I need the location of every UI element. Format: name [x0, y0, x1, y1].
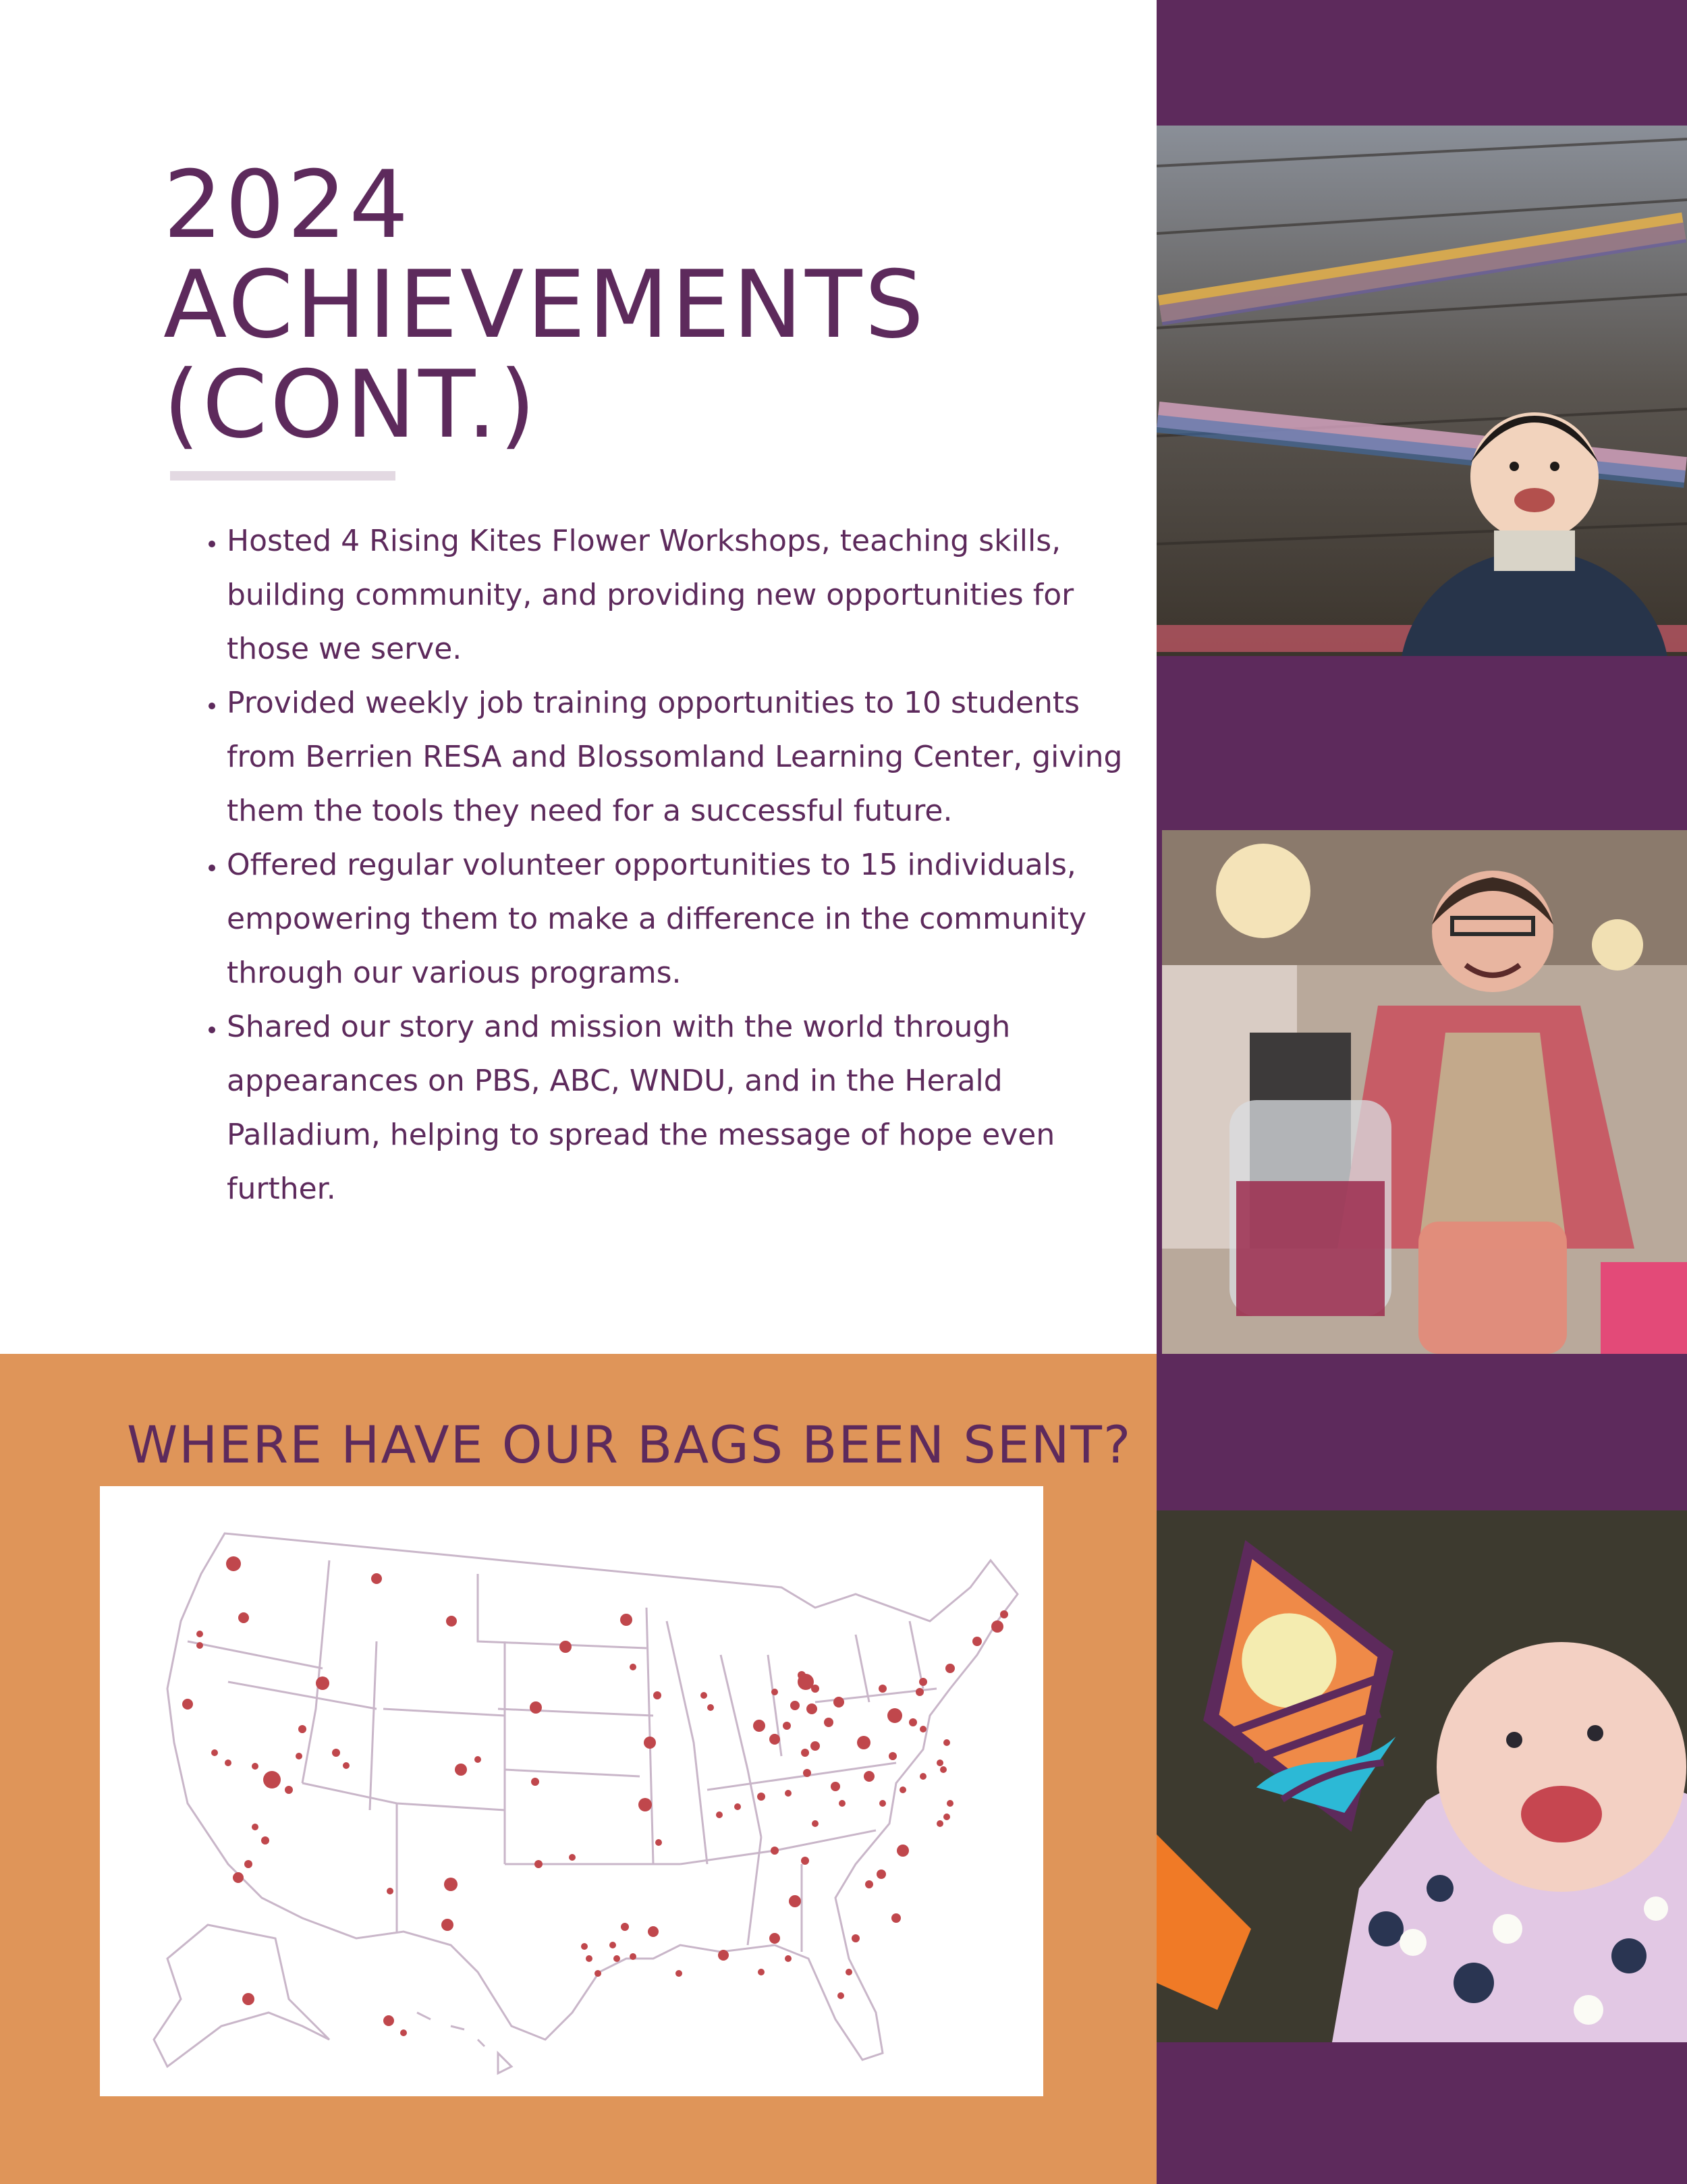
shipment-marker	[833, 1697, 844, 1708]
shipment-marker	[261, 1836, 269, 1845]
shipment-marker	[296, 1753, 302, 1759]
shipment-marker	[1000, 1610, 1008, 1618]
shipment-marker	[383, 2015, 394, 2026]
shipment-marker	[798, 1671, 806, 1679]
shipment-marker	[444, 1878, 458, 1891]
shipment-marker	[806, 1703, 817, 1714]
us-map-graphic	[100, 1486, 1043, 2096]
shipment-marker	[947, 1800, 953, 1807]
shipment-marker	[864, 1771, 875, 1782]
shipment-marker	[332, 1749, 340, 1757]
achievement-item: • Provided weekly job training opportunities to 10 students from Berrien RESA and Blossomland Learning Center, giving them the tools they need for a successful future.	[227, 676, 1124, 838]
shipment-marker	[801, 1857, 809, 1865]
shipment-marker	[455, 1764, 467, 1776]
shipment-marker	[803, 1769, 811, 1777]
shipment-marker	[707, 1704, 714, 1711]
shipment-markers	[182, 1556, 1008, 2036]
page-title	[163, 151, 1142, 459]
shipment-marker	[298, 1725, 306, 1733]
shipment-marker	[937, 1820, 943, 1827]
shipment-marker	[769, 1933, 780, 1944]
shipment-marker	[530, 1701, 542, 1714]
shipment-marker	[937, 1759, 943, 1766]
shipment-marker	[474, 1756, 481, 1763]
shipment-marker	[285, 1786, 293, 1794]
shipment-marker	[812, 1820, 819, 1827]
us-shipping-map	[100, 1486, 1043, 2096]
achievements-list	[189, 514, 1124, 1216]
shipment-marker	[586, 1955, 592, 1962]
shipment-marker	[242, 1993, 254, 2005]
shipment-marker	[244, 1860, 252, 1868]
shipment-marker	[531, 1778, 539, 1786]
shipment-marker	[675, 1970, 682, 1977]
shipment-marker	[753, 1720, 765, 1732]
shipment-marker	[877, 1869, 886, 1879]
shipment-marker	[769, 1734, 780, 1745]
shipment-marker	[211, 1749, 218, 1756]
shipment-marker	[196, 1631, 203, 1637]
shipment-marker	[613, 1955, 620, 1962]
shipment-marker	[900, 1786, 906, 1793]
shipment-marker	[887, 1708, 902, 1723]
shipment-marker	[569, 1854, 576, 1861]
shipment-marker	[919, 1678, 927, 1686]
shipment-marker	[810, 1741, 820, 1751]
shipment-marker	[940, 1766, 947, 1773]
shipment-marker	[343, 1762, 350, 1769]
shipment-marker	[387, 1888, 393, 1894]
shipment-marker	[718, 1950, 729, 1961]
page-title-line2: (CONT.)	[163, 350, 538, 459]
shipment-marker	[801, 1749, 809, 1757]
shipment-marker	[630, 1953, 636, 1960]
alaska-hawaii-outlines	[154, 1925, 511, 2073]
shipment-marker	[771, 1847, 779, 1855]
shipment-marker	[758, 1969, 765, 1975]
shipment-marker	[263, 1771, 281, 1789]
shipment-marker	[252, 1763, 258, 1770]
shipment-marker	[648, 1926, 659, 1937]
shipment-marker	[594, 1970, 601, 1977]
shipment-marker	[785, 1955, 792, 1962]
shipment-marker	[839, 1800, 846, 1807]
achievement-item: • Offered regular volunteer opportunities to 15 individuals, empowering them to make a difference in the community through our various programs.	[227, 838, 1124, 1000]
photo-young-man-serving-drinks	[1162, 830, 1687, 1354]
shipment-marker	[371, 1573, 382, 1584]
photo-child-with-streamers	[1157, 126, 1687, 656]
title-divider	[170, 471, 395, 481]
shipment-marker	[889, 1752, 897, 1760]
page-title-line1: 2024 ACHIEVEMENTS	[163, 151, 927, 359]
shipment-marker	[846, 1969, 852, 1975]
shipment-marker	[909, 1718, 917, 1726]
achievement-item: • Shared our story and mission with the world through appearances on PBS, ABC, WNDU, and in the Herald Palladium, helping to spread the message of hope even further.	[227, 1000, 1124, 1216]
shipment-marker	[655, 1839, 662, 1846]
achievement-item: • Hosted 4 Rising Kites Flower Workshops, teaching skills, building community, and providing new opportunities for those we serve.	[227, 514, 1124, 676]
shipment-marker	[630, 1664, 636, 1670]
shipment-marker	[226, 1556, 241, 1571]
shipment-marker	[233, 1872, 244, 1883]
shipment-marker	[837, 1992, 844, 1999]
shipment-marker	[446, 1616, 457, 1627]
shipment-marker	[609, 1942, 616, 1948]
shipment-marker	[734, 1803, 741, 1810]
shipment-marker	[897, 1845, 909, 1857]
shipment-marker	[196, 1642, 203, 1649]
shipment-marker	[182, 1699, 193, 1710]
shipment-marker	[857, 1736, 870, 1749]
shipment-marker	[943, 1813, 950, 1820]
photo-baby-with-kite-pillow	[1157, 1510, 1687, 2042]
shipment-marker	[831, 1782, 840, 1791]
shipment-marker	[972, 1637, 982, 1646]
shipment-marker	[865, 1880, 873, 1888]
shipment-marker	[644, 1737, 656, 1749]
shipment-marker	[757, 1793, 765, 1801]
shipment-marker	[621, 1923, 629, 1931]
shipment-marker	[581, 1943, 588, 1950]
shipment-marker	[945, 1664, 955, 1673]
shipment-marker	[943, 1739, 950, 1746]
shipment-marker	[252, 1824, 258, 1830]
shipment-marker	[441, 1919, 453, 1931]
shipment-marker	[879, 1800, 886, 1807]
shipment-marker	[316, 1676, 329, 1690]
shipment-marker	[879, 1685, 887, 1693]
shipment-marker	[559, 1641, 572, 1653]
map-heading: WHERE HAVE OUR BAGS BEEN SENT?	[127, 1415, 1132, 1475]
shipment-marker	[785, 1790, 792, 1797]
shipment-marker	[790, 1701, 800, 1710]
shipment-marker	[783, 1722, 791, 1730]
shipment-marker	[225, 1759, 231, 1766]
state-outlines	[167, 1533, 1018, 2060]
shipment-marker	[852, 1934, 860, 1942]
shipment-marker	[920, 1773, 927, 1780]
shipment-marker	[789, 1895, 801, 1907]
shipment-marker	[916, 1688, 924, 1696]
shipment-marker	[716, 1811, 723, 1818]
shipment-marker	[771, 1689, 778, 1695]
shipment-marker	[620, 1614, 632, 1626]
shipment-marker	[824, 1718, 833, 1727]
shipment-marker	[238, 1612, 249, 1623]
shipment-marker	[700, 1692, 707, 1699]
shipment-marker	[991, 1620, 1003, 1633]
shipment-marker	[653, 1691, 661, 1699]
shipment-marker	[891, 1913, 901, 1923]
shipment-marker	[811, 1685, 819, 1693]
shipment-marker	[534, 1860, 543, 1868]
shipment-marker	[638, 1798, 652, 1811]
shipment-marker	[400, 2029, 407, 2036]
shipment-marker	[920, 1726, 927, 1732]
